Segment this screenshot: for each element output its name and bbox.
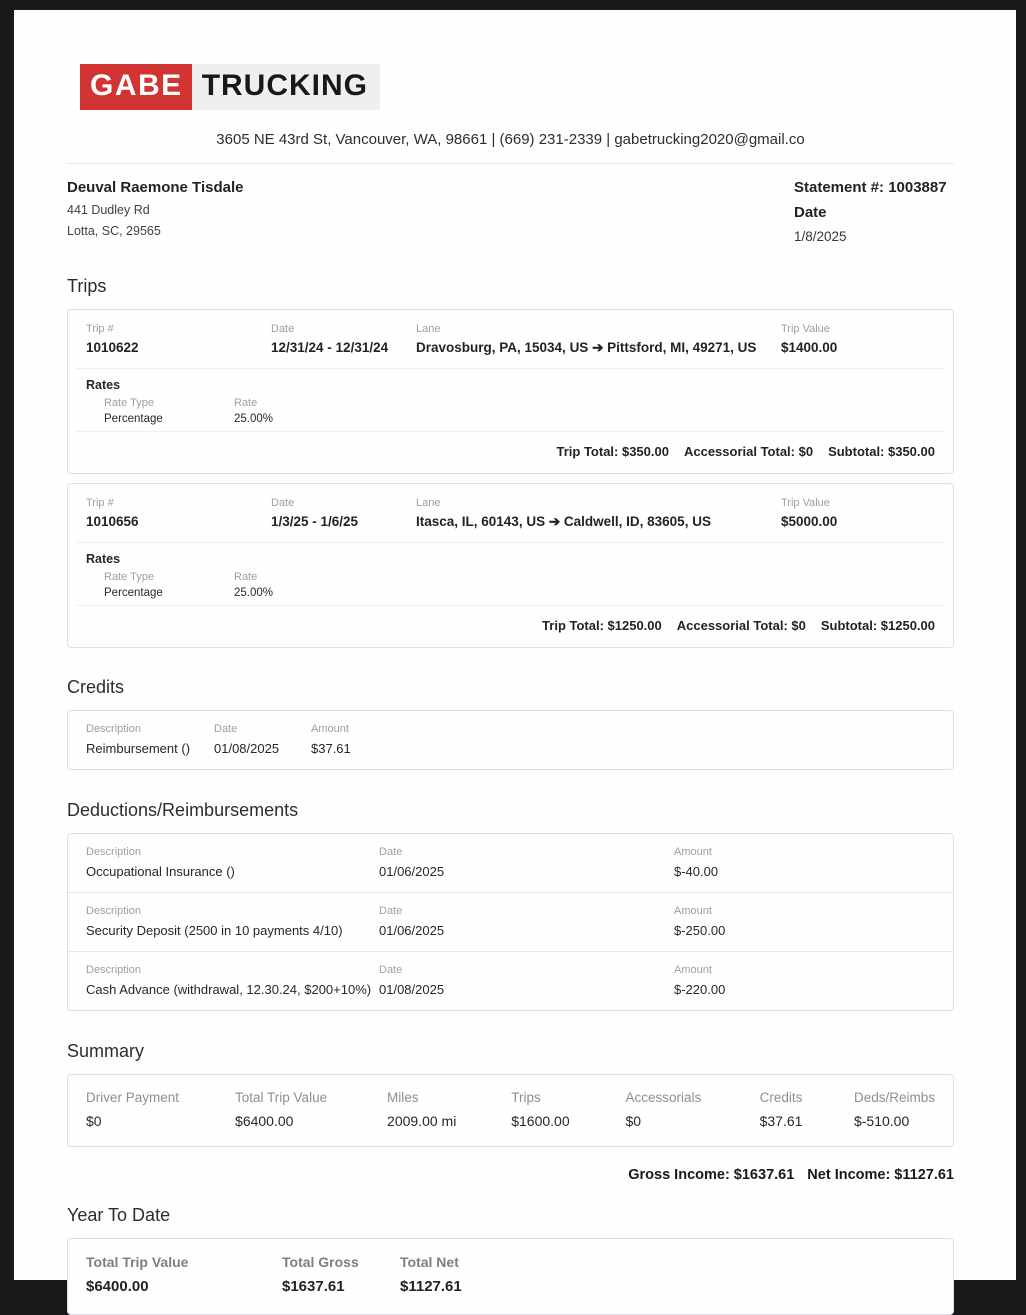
deduction-description-cell [86,846,379,879]
summary-value: $1600.00 [511,1113,570,1129]
deduction-description-cell [86,964,379,997]
deductions-heading: Deductions/Reimbursements [67,800,299,820]
ytd-card [67,1238,954,1315]
logo-row [67,10,954,110]
trip-number-value: 1010622 [86,340,139,355]
summary-value: $0 [625,1113,642,1129]
summary-card [67,1074,954,1147]
recipient-name: Deuval Raemone Tisdale [67,179,244,196]
deductions-card [67,833,954,1011]
trip-value-value: $5000.00 [781,514,838,529]
deduction-amount-label: Amount [674,905,712,917]
deduction-row [68,951,953,1010]
ytd-label: Total Trip Value [86,1254,189,1270]
deduction-description-value: Cash Advance (withdrawal, 12.30.24, $200+10%) [86,982,372,997]
deduction-date-cell [379,846,674,879]
subtotal-text: Subtotal: $350.00 [828,444,935,459]
deduction-amount-value: $-220.00 [674,982,726,997]
trip-date-cell [271,323,416,356]
summary-miles-cell [387,1090,511,1129]
summary-value: $-510.00 [853,1113,910,1129]
trip-number-cell [86,323,271,356]
income-totals-row [67,1167,954,1183]
trip-number-label: Trip # [86,497,114,509]
gross-income-text: Gross Income: $1637.61 [628,1167,795,1183]
subtotal-text: Subtotal: $1250.00 [820,618,935,633]
deduction-amount-cell [674,964,935,997]
trip-total-text: Trip Total: $1250.00 [542,618,662,633]
deduction-amount-cell [674,905,935,938]
rates-value-row [104,583,935,599]
trip-card [67,309,954,474]
deduction-date-label: Date [379,846,403,858]
trip-date-value: 12/31/24 - 12/31/24 [271,340,389,355]
statement-block [794,179,954,244]
trip-date-label: Date [271,323,295,335]
summary-row [68,1075,953,1146]
deduction-date-label: Date [379,905,403,917]
deduction-row [68,892,953,951]
rate-type-value: Percentage [104,587,163,599]
summary-label: Driver Payment [86,1090,180,1105]
rates-block [68,369,953,431]
trip-lane-cell [416,323,781,356]
recipient-block [67,179,243,244]
statement-number: Statement #: 1003887 [794,179,947,196]
credit-description-cell [86,723,214,756]
trip-value-cell [781,497,935,530]
company-logo [80,64,380,110]
ytd-heading: Year To Date [67,1205,171,1225]
rate-type-label: Rate Type [104,397,154,409]
recipient-address-line1: 441 Dudley Rd [67,203,150,217]
trip-number-value: 1010656 [86,514,139,529]
trip-card [67,483,954,648]
net-income-text: Net Income: $1127.61 [807,1167,954,1183]
trip-value-label: Trip Value [781,323,830,335]
deduction-amount-value: $-250.00 [674,923,726,938]
ytd-label: Total Net [400,1254,459,1270]
summary-value: $37.61 [759,1113,803,1129]
credit-description-value: Reimbursement () [86,741,191,756]
trip-lane-value: Dravosburg, PA, 15034, US ➔ Pittsford, MI, 49271, US [416,340,757,355]
deduction-description-label: Description [86,964,142,976]
deduction-date-label: Date [379,964,403,976]
summary-label: Deds/Reimbs [853,1090,935,1105]
trip-number-label: Trip # [86,323,114,335]
ytd-value: $1637.61 [282,1278,345,1295]
deduction-description-label: Description [86,846,142,858]
statement-page [14,10,1016,1295]
summary-label: Miles [387,1090,419,1105]
statement-date-label: Date [794,204,827,221]
rate-value: 25.00% [234,413,274,425]
rate-type-label: Rate Type [104,571,154,583]
summary-label: Total Trip Value [235,1090,328,1105]
statement-date-value: 1/8/2025 [794,229,847,244]
deduction-row [68,834,953,892]
trip-lane-value: Itasca, IL, 60143, US ➔ Caldwell, ID, 83605, US [416,514,711,529]
deduction-date-cell [379,905,674,938]
ytd-total-net-cell [400,1254,935,1295]
rates-header-row [104,571,935,583]
ytd-value: $1127.61 [400,1278,462,1295]
deduction-amount-label: Amount [674,846,712,858]
trip-lane-label: Lane [416,323,441,335]
rates-title: Rates [86,552,121,566]
trip-date-cell [271,497,416,530]
ytd-value: $6400.00 [86,1278,149,1295]
rates-block [68,543,953,605]
deduction-date-value: 01/06/2025 [379,923,445,938]
trip-total-text: Trip Total: $350.00 [556,444,669,459]
rates-title: Rates [86,378,121,392]
deduction-date-value: 01/08/2025 [379,982,445,997]
credits-heading: Credits [67,677,125,697]
ytd-total-trip-value-cell [86,1254,282,1295]
summary-value: $6400.00 [235,1113,294,1129]
trip-date-value: 1/3/25 - 1/6/25 [271,514,359,529]
deduction-description-cell [86,905,379,938]
credit-date-value: 01/08/2025 [214,741,280,756]
accessorial-total-text: Accessorial Total: $0 [676,618,806,633]
trip-lane-label: Lane [416,497,441,509]
rate-label: Rate [234,397,258,409]
rates-grid [86,571,935,599]
summary-label: Trips [511,1090,541,1105]
deduction-amount-label: Amount [674,964,712,976]
summary-driver-payment-cell [86,1090,235,1129]
deduction-date-cell [379,964,674,997]
rate-value: 25.00% [234,587,274,599]
credits-card [67,710,954,770]
company-contact-line: 3605 NE 43rd St, Vancouver, WA, 98661 | (669) 231-2339 | gabetrucking2020@gmail.co [216,131,805,148]
credit-amount-value: $37.61 [311,741,351,756]
summary-label: Credits [759,1090,803,1105]
summary-total-trip-value-cell [235,1090,387,1129]
rates-grid [86,397,935,425]
trip-totals-row [68,606,953,647]
credit-description-label: Description [86,723,142,735]
rates-header-row [104,397,935,409]
trip-header-row [68,484,953,542]
logo-primary-text: GABE [80,64,192,110]
ytd-row [68,1239,953,1314]
summary-deds-reimbs-cell [854,1090,935,1129]
summary-heading: Summary [67,1041,145,1061]
trip-header-row [68,310,953,368]
summary-label: Accessorials [625,1090,702,1105]
deduction-description-value: Occupational Insurance () [86,864,235,879]
deduction-amount-value: $-40.00 [674,864,719,879]
trip-number-cell [86,497,271,530]
credit-row [68,711,953,769]
accessorial-total-text: Accessorial Total: $0 [683,444,814,459]
summary-trips-cell [511,1090,625,1129]
trips-heading: Trips [67,276,107,296]
logo-secondary-text: TRUCKING [201,69,369,102]
trip-value-value: $1400.00 [781,340,838,355]
trip-value-cell [781,323,935,356]
summary-value: 2009.00 mi [387,1113,457,1129]
credit-date-label: Date [214,723,238,735]
deduction-description-value: Security Deposit (2500 in 10 payments 4/10) [86,923,343,938]
summary-credits-cell [760,1090,854,1129]
rate-type-value: Percentage [104,413,163,425]
trip-lane-cell [416,497,781,530]
credit-amount-label: Amount [311,723,349,735]
rate-label: Rate [234,571,258,583]
deduction-date-value: 01/06/2025 [379,864,445,879]
credit-date-cell [214,723,311,756]
deduction-amount-cell [674,846,935,879]
deduction-description-label: Description [86,905,142,917]
info-row [67,179,954,244]
trip-totals-row [68,432,953,473]
summary-accessorials-cell [625,1090,759,1129]
trip-date-label: Date [271,497,295,509]
credit-amount-cell [311,723,935,756]
ytd-label: Total Gross [282,1254,359,1270]
trip-value-label: Trip Value [781,497,830,509]
ytd-total-gross-cell [282,1254,400,1295]
summary-value: $0 [86,1113,102,1129]
rates-value-row [104,409,935,425]
header-divider [67,163,954,164]
recipient-address-line2: Lotta, SC, 29565 [67,224,161,238]
